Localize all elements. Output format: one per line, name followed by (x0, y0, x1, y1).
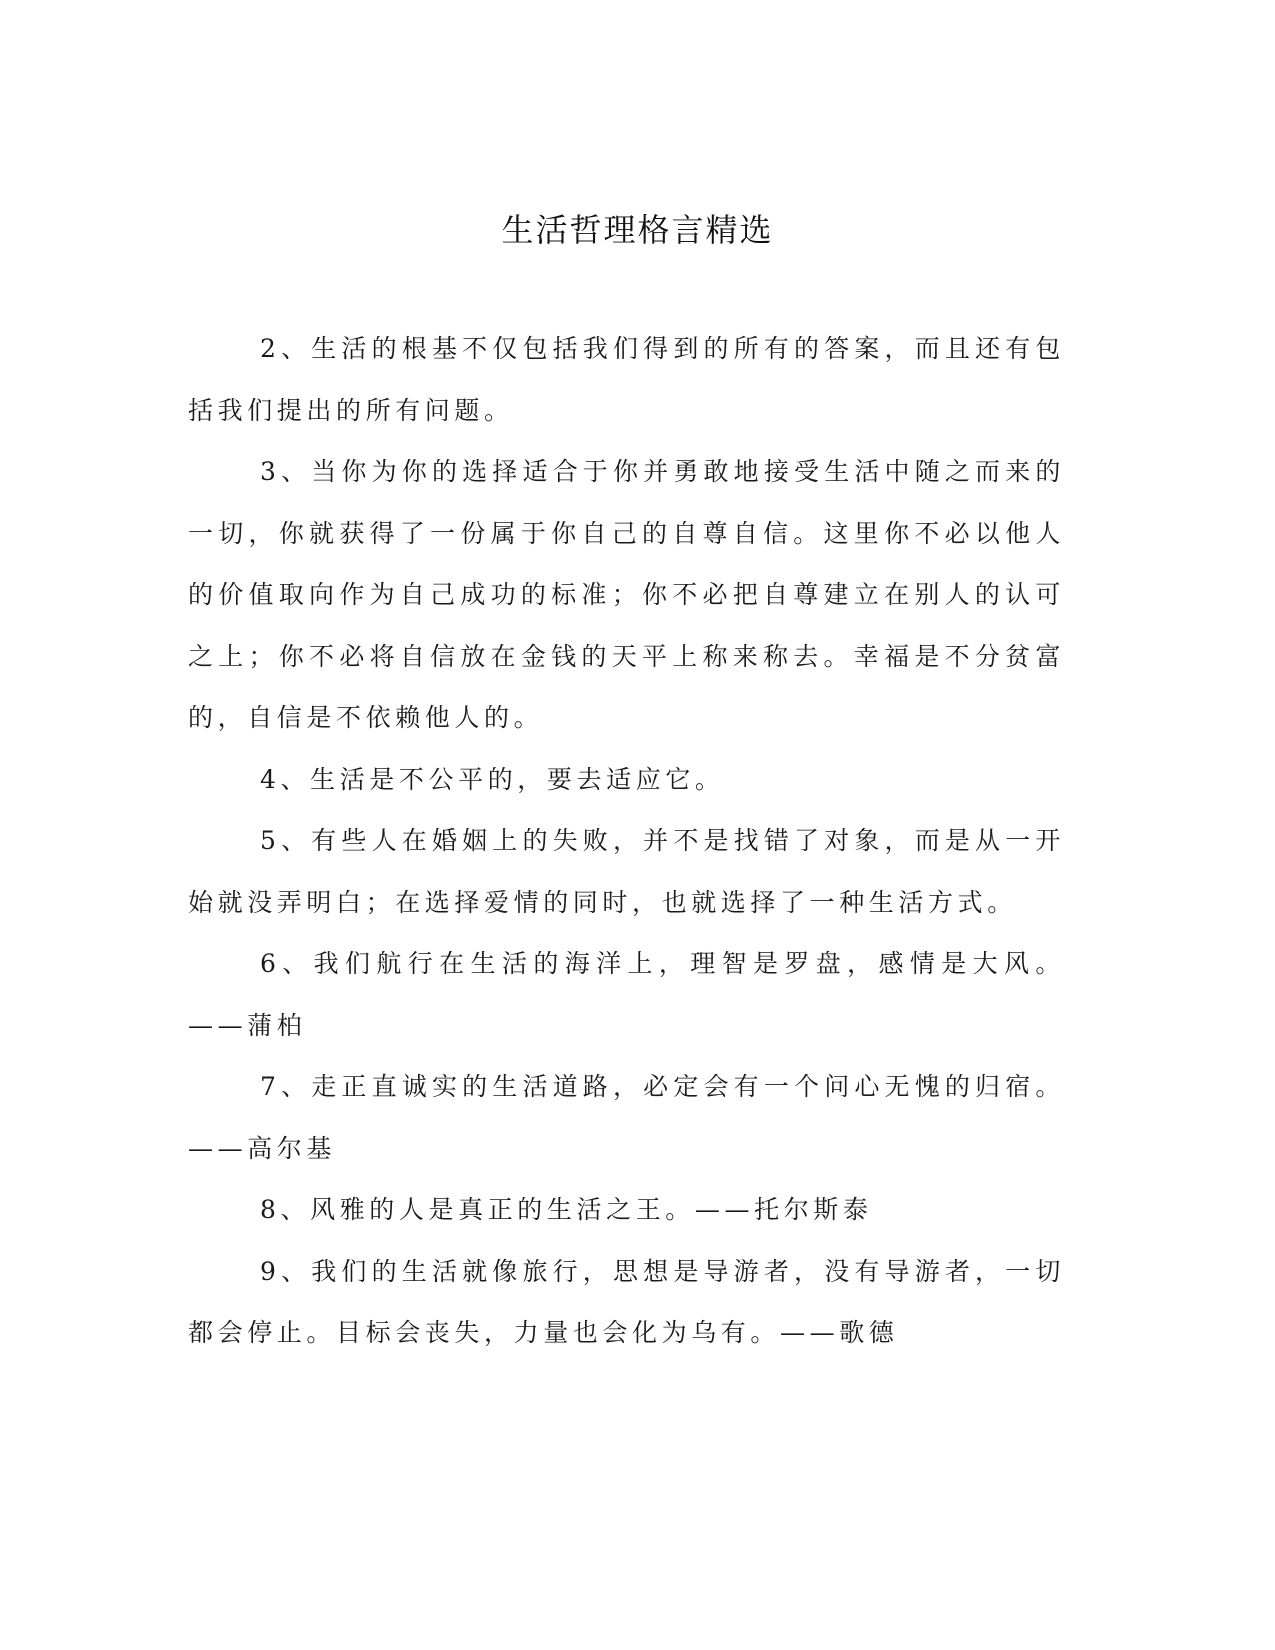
paragraph-4: 4、生活是不公平的，要去适应它。 (260, 764, 725, 794)
paragraph-8: 8、风雅的人是真正的生活之王。——托尔斯泰 (260, 1195, 873, 1224)
paragraph-5: 5、有些人在婚姻上的失败，并不是找错了对象，而是从一开始就没弄明白；在选择爱情的同时，也就选择了一种生活方式。 (188, 826, 1065, 917)
paragraph-9: 9、我们的生活就像旅行，思想是导游者，没有导游者，一切都会停止。目标会丧失，力量也会化为乌有。——歌德 (188, 1256, 1065, 1347)
paragraph-3: 3、当你为你的选择适合于你并勇敢地接受生活中随之而来的一切，你就获得了一份属于你自己的自尊自信。这里你不必以他人的价值取向作为自己成功的标准；你不必把自尊建立在别人的认可之上；你不必将自信放在金钱的天平上称来称去。幸福是不分贫富的，自信是不依赖他人的。 (188, 457, 1065, 732)
paragraph-6: 6、我们航行在生活的海洋上，理智是罗盘，感情是大风。——蒲柏 (188, 949, 1065, 1040)
paragraph-2: 2、生活的根基不仅包括我们得到的所有的答案，而且还有包括我们提出的所有问题。 (188, 334, 1065, 425)
document-body (188, 318, 1065, 1364)
paragraph-7: 7、走正直诚实的生活道路，必定会有一个问心无愧的归宿。——高尔基 (188, 1072, 1065, 1163)
document-title: 生活哲理格言精选 (501, 211, 774, 249)
